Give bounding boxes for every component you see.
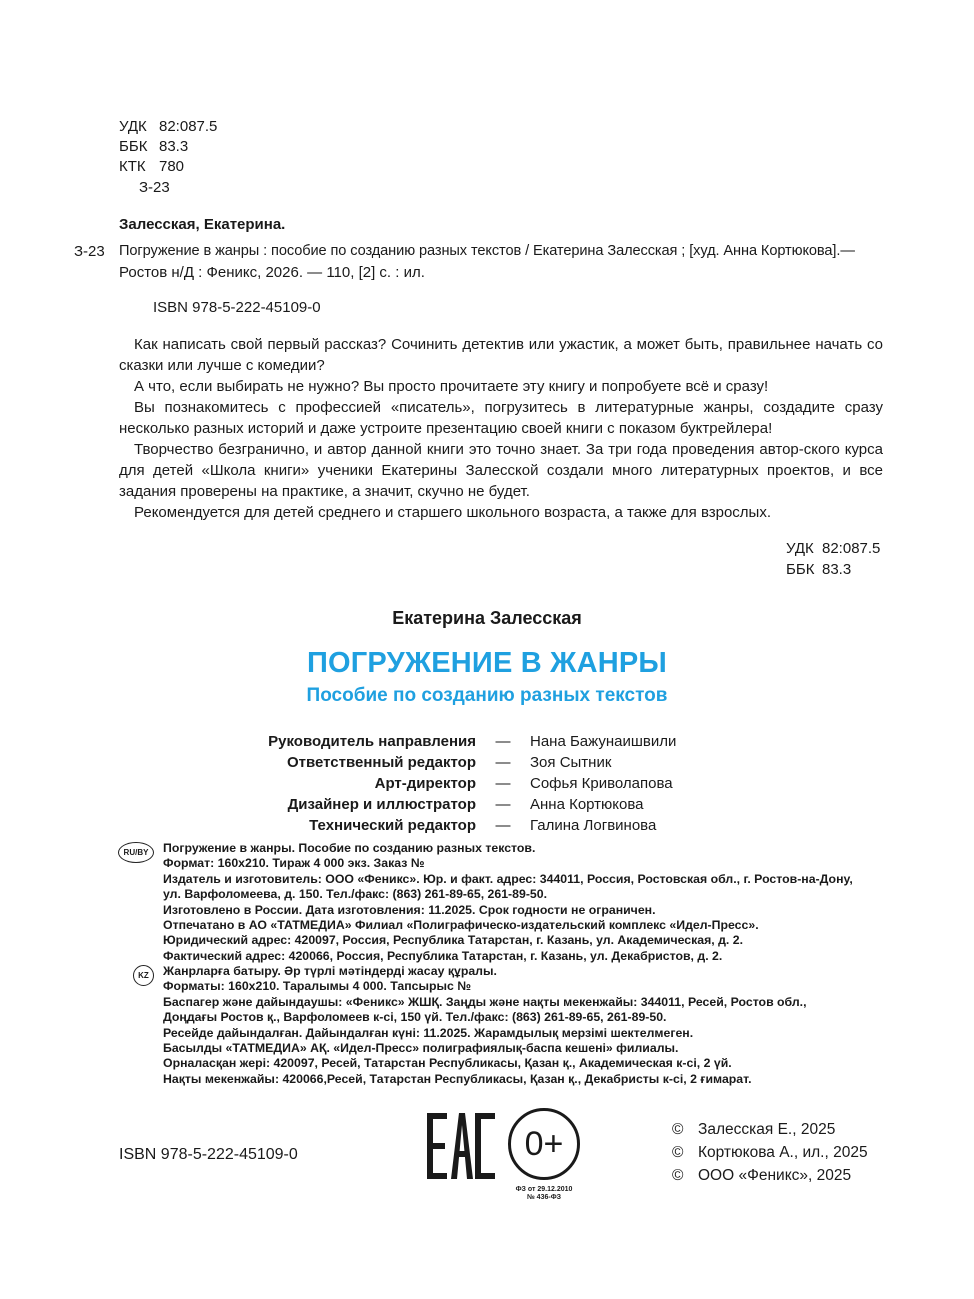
imprint-ru-line: Погружение в жанры. Пособие по созданию разных текстов. [163,841,536,855]
copyright-line [672,1141,868,1164]
copyright-text: ООО «Феникс», 2025 [698,1167,852,1184]
credit-name: Зоя Сытник [530,754,612,771]
credit-name: Софья Криволапова [530,775,673,792]
credit-row [200,794,760,815]
copyright-icon: © [672,1167,684,1184]
bbk-right [786,559,851,580]
credit-row [200,815,760,836]
credit-name: Нана Бажунаишвили [530,733,677,750]
udk-right-key: УДК [786,540,814,557]
ktk-value: 780 [159,158,185,175]
bbk-key: ББК [119,138,148,155]
imprint-kz-line: Нақты мекенжайы: 420066,Ресей, Татарстан Республикасы, Қазан қ., Декабристы к-сі, 2 ғимарат. [163,1071,752,1086]
credit-dash: — [495,754,511,771]
margin-mark: З-23 [74,243,105,260]
annotation-paragraph: Вы познакомитесь с профессией «писатель», погрузитесь в литературные жанры, создадите сразу несколько разных историй и даже устроите презентацию своей книги с показом буктрейлера! [119,399,883,437]
biblio-isbn: ISBN 978-5-222-45109-0 [153,299,321,316]
annotation-paragraph: А что, если выбирать не нужно? Вы просто прочитаете эту книгу и попробуете всё и сразу! [134,378,769,395]
credit-dash: — [495,733,511,750]
book-author: Екатерина Залесская [392,608,582,628]
copyright-icon: © [672,1121,684,1138]
bbk-right-value: 83.3 [822,561,852,578]
credit-dash: — [495,796,511,813]
imprint-ru-line: Издатель и изготовитель: ООО «Феникс». Юр. и факт. адрес: 344011, Россия, Ростовская обл., г. Ростов-на-Дону, [163,871,853,886]
udk-right [786,538,880,559]
copyright-text: Кортюкова А., ил., 2025 [698,1144,868,1161]
credit-role: Технический редактор [309,817,476,834]
copyright-line [672,1164,851,1187]
copyright-text: Залесская Е., 2025 [698,1121,836,1138]
credit-role: Арт-директор [374,775,476,792]
bbk-right-key: ББК [786,561,815,578]
udk-value: 82:087.5 [159,118,218,135]
author-mark: З-23 [139,179,170,196]
imprint-kz-line: Форматы: 160x210. Таралымы 4 000. Тапсырыс № [163,979,471,994]
imprint-ru [163,841,853,964]
annotation-paragraph: Рекомендуется для детей среднего и старшего школьного возраста, а также для взрослых. [134,504,772,521]
ktk-row [119,157,184,177]
imprint-kz [163,964,807,1087]
udk-row [119,117,217,137]
author-heading: Залесская, Екатерина. [119,216,286,233]
imprint-ru-line: Фактический адрес: 420066, Россия, Республика Татарстан, г. Казань, ул. Декабристов, д. 2. [163,948,723,963]
age-rating-badge: 0+ [508,1108,580,1180]
eac-mark-icon [425,1111,497,1181]
biblio-line-1: Погружение в жанры : пособие по созданию разных текстов / Екатерина Залесская ; [худ. Анна Кортюкова].— [119,243,855,259]
copyright-line [672,1118,835,1141]
imprint-ru-line: Отпечатано в АО «ТАТМЕДИА» Филиал «Полиграфическо-издательский комплекс «Идел-Пресс». [163,918,759,933]
biblio-line-2: Ростов н/Д : Феникс, 2026. — 110, [2] с. : ил. [119,264,425,281]
credit-role: Руководитель направления [268,733,476,750]
book-subtitle: Пособие по созданию разных текстов [306,685,668,706]
imprint-kz-line: Баспагер және дайындаушы: «Феникс» ЖШҚ. Заңды және нақты мекенжайы: 344011, Ресей, Ростов обл., [163,994,807,1009]
bbk-row [119,137,188,157]
credit-row [200,731,760,752]
imprint-ru-line: Формат: 160x210. Тираж 4 000 экз. Заказ № [163,856,425,871]
annotation-paragraph: Как написать свой первый рассказ? Сочинить детектив или ужастик, а может быть, правильнее начать со сказки или лучше с комедии? [119,336,883,374]
imprint-kz-line: Жанрларға батыру. Әр түрлі мәтіндерді жасау құралы. [163,964,497,978]
credit-dash: — [495,775,511,792]
imprint-kz-line: Орналасқан жері: 420097, Ресей, Татарстан Республикасы, Қазан қ., Академическая к-сі, 2 үй. [163,1056,732,1071]
credit-row [200,773,760,794]
eac-logo [425,1111,497,1181]
annotation [119,334,883,523]
credit-role: Ответственный редактор [286,754,476,771]
imprint-kz-line: Ресейде дайындалған. Дайындалған күні: 11.2025. Жарамдылық мерзімі шектелмеген. [163,1025,694,1040]
book-title: ПОГРУЖЕНИЕ В ЖАНРЫ [306,647,667,679]
copyright-icon: © [672,1144,684,1161]
footer-isbn: ISBN 978-5-222-45109-0 [119,1146,298,1163]
credit-name: Анна Кортюкова [530,796,644,813]
udk-key: УДК [119,118,147,135]
imprint-ru-line: Изготовлено в России. Дата изготовления: 11.2025. Срок годности не ограничен. [163,902,656,917]
credit-dash: — [495,817,511,834]
credit-row [200,752,760,773]
law-note-2: № 436-ФЗ [526,1194,562,1201]
ktk-key: КТК [119,158,146,175]
credit-name: Галина Логвинова [530,817,657,834]
imprint-kz-line: Басылды «ТАТМЕДИА» АҚ. «Идел-Пресс» полиграфиялық-баспа кешені» филиалы. [163,1041,679,1056]
imprint-ru-line: ул. Варфоломеева, д. 150. Тел./факс: (863) 261-89-65, 261-89-50. [163,887,548,902]
ru-by-badge: RU/BY [118,842,154,863]
kz-badge: KZ [133,965,154,986]
law-note-1: ФЗ от 29.12.2010 [515,1186,573,1193]
credit-role: Дизайнер и иллюстратор [287,796,476,813]
annotation-paragraph: Творчество безгранично, и автор данной книги это точно знает. За три года проведения автор-ского курса для детей «Школа книги» ученики Екатерины Залесской создали много литературных проектов, и все задания проверены на практике, а значит, скучно не будет. [119,441,883,500]
imprint-ru-line: Юридический адрес: 420097, Россия, Республика Татарстан, г. Казань, ул. Академическая, д. 2. [163,933,743,948]
credits-list [200,731,760,836]
bbk-value: 83.3 [159,138,189,155]
imprint-kz-line: Доңдағы Ростов қ., Варфоломеев к-сі, 150 үй. Тел./факс: (863) 261-89-65, 261-89-50. [163,1010,667,1025]
udk-right-value: 82:087.5 [822,540,881,557]
